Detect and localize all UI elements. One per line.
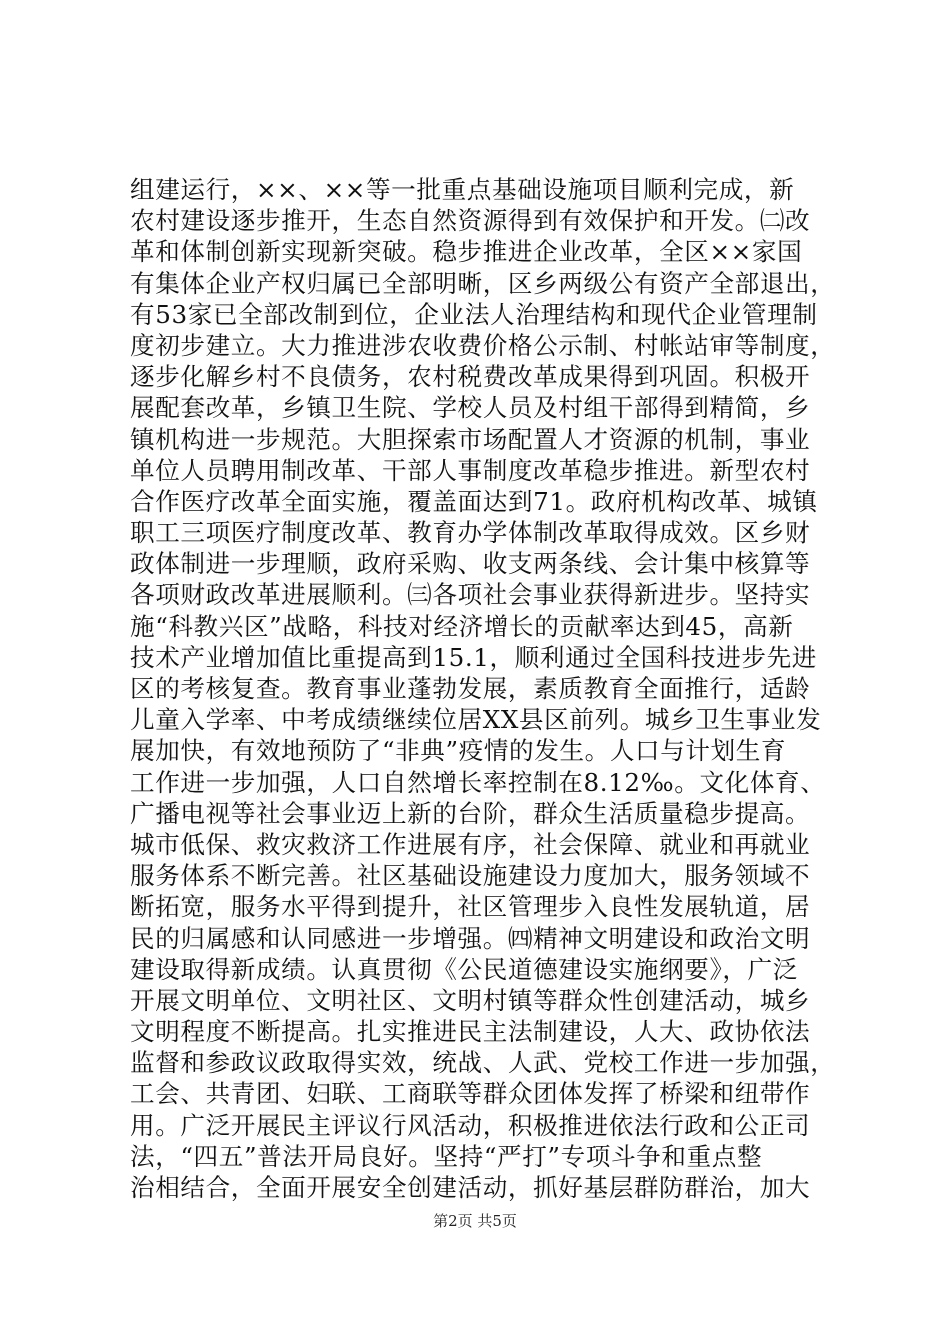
text-line: 用。广泛开展民主评议行风活动，积极推进依法行政和公正司: [130, 1110, 811, 1140]
text-line: 施“科教兴区”战略，科技对经济增长的贡献率达到45，高新: [130, 611, 794, 641]
text-line: 技术产业增加值比重提高到15.1，顺利通过全国科技进步先进: [130, 642, 818, 672]
text-line: 有53家已全部改制到位，企业法人治理结构和现代企业管理制: [130, 299, 818, 329]
text-line: 民的归属感和认同感进一步增强。㈣精神文明建设和政治文明: [130, 923, 811, 953]
text-line: 革和体制创新实现新突破。稳步推进企业改革，全区××家国: [130, 237, 803, 267]
text-line: 逐步化解乡村不良债务，农村税费改革成果得到巩固。积极开: [130, 362, 811, 392]
text-line: 服务体系不断完善。社区基础设施建设力度加大，服务领域不: [130, 861, 811, 891]
text-line: 开展文明单位、文明社区、文明村镇等群众性创建活动，城乡: [130, 985, 811, 1015]
text-line: 工会、共青团、妇联、工商联等群众团体发挥了桥梁和纽带作: [130, 1079, 811, 1109]
text-line: 广播电视等社会事业迈上新的台阶，群众生活质量稳步提高。: [130, 798, 811, 828]
text-line: 儿童入学率、中考成绩继续位居XX县区前列。城乡卫生事业发: [130, 705, 822, 735]
body-text: [130, 174, 836, 1203]
text-line: 各项财政改革进展顺利。㈢各项社会事业获得新进步。坚持实: [130, 580, 811, 610]
text-line: 建设取得新成绩。认真贯彻《公民道德建设实施纲要》，广泛: [130, 954, 798, 984]
text-line: 区的考核复查。教育事业蓬勃发展，素质教育全面推行，适龄: [130, 674, 811, 703]
text-line: 组建运行，××、××等一批重点基础设施项目顺利完成，新: [130, 175, 795, 204]
text-line: 工作进一步加强，人口自然增长率控制在8.12‰。文化体育、: [130, 767, 826, 797]
page-footer: 第2页 共5页: [433, 1212, 517, 1230]
text-line: 断拓宽，服务水平得到提升，社区管理步入良性发展轨道，居: [130, 892, 811, 922]
text-line: 农村建设逐步推开，生态自然资源得到有效保护和开发。㈡改: [130, 206, 811, 236]
text-line: 文明程度不断提高。扎实推进民主法制建设，人大、政协依法: [130, 1017, 811, 1047]
text-line: 合作医疗改革全面实施，覆盖面达到71。政府机构改革、城镇: [130, 486, 818, 516]
text-line: 展配套改革，乡镇卫生院、学校人员及村组干部得到精简，乡: [130, 393, 811, 423]
text-line: 治相结合，全面开展安全创建活动，抓好基层群防群治，加大: [130, 1173, 811, 1202]
text-line: 法，“四五”普法开局良好。坚持“严打”专项斗争和重点整: [130, 1141, 763, 1171]
text-line: 监督和参政议政取得实效，统战、人武、党校工作进一步加强，: [130, 1048, 836, 1078]
text-line: 城市低保、救灾救济工作进展有序，社会保障、就业和再就业: [130, 829, 811, 859]
text-line: 政体制进一步理顺，政府采购、收支两条线、会计集中核算等: [130, 549, 811, 579]
text-line: 度初步建立。大力推进涉农收费价格公示制、村帐站审等制度，: [130, 330, 836, 360]
text-line: 有集体企业产权归属已全部明晰，区乡两级公有资产全部退出，: [130, 268, 836, 298]
text-line: 展加快，有效地预防了“非典”疫情的发生。人口与计划生育: [130, 736, 787, 766]
text-line: 单位人员聘用制改革、干部人事制度改革稳步推进。新型农村: [130, 455, 811, 485]
text-line: 镇机构进一步规范。大胆探索市场配置人才资源的机制，事业: [130, 424, 811, 454]
text-line: 职工三项医疗制度改革、教育办学体制改革取得成效。区乡财: [130, 518, 811, 548]
